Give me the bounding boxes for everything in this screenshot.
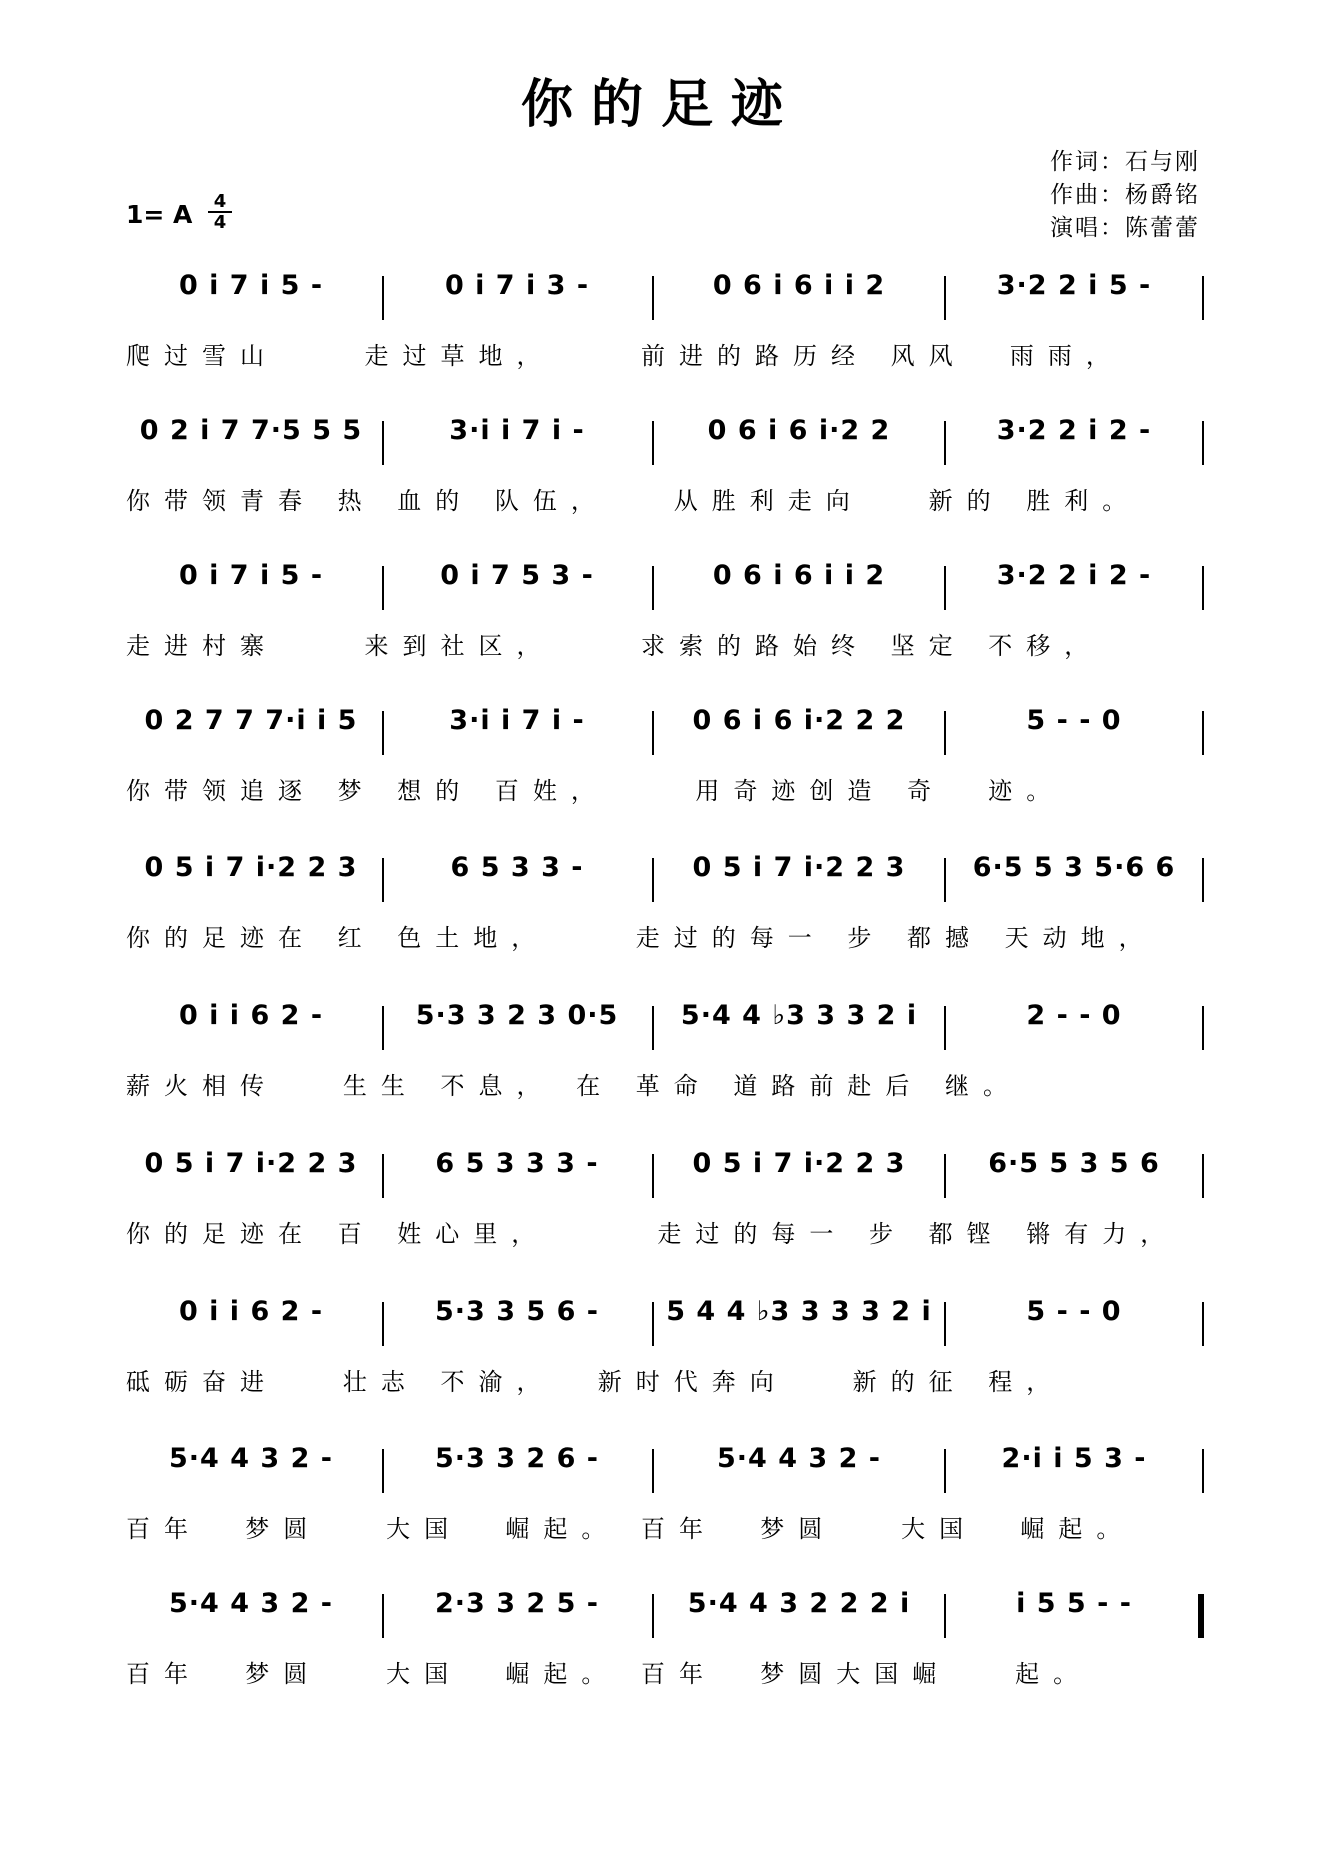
composer: 作曲：杨爵铭 <box>1050 182 1200 208</box>
measure: 2 - - 0 <box>1026 1000 1122 1031</box>
score-staff <box>126 560 1206 620</box>
measure: 0 2 i 7 7·5 5 5 <box>139 415 363 446</box>
barline <box>944 1154 946 1198</box>
score-system <box>126 1588 1206 1708</box>
barline <box>1202 1154 1204 1198</box>
score-system <box>126 1296 1206 1416</box>
song-title: 你的足迹 <box>520 74 801 135</box>
lyrics-line: 你的足迹在 百 姓心里， 走过的每一 步 都铿 锵有力， <box>126 1220 1179 1248</box>
measure: 5 - - 0 <box>1026 1296 1122 1327</box>
barline <box>944 566 946 610</box>
measure: 6·5 5 3 5 6 <box>988 1148 1160 1179</box>
score-staff <box>126 705 1206 765</box>
lyricist: 作词：石与刚 <box>1050 149 1200 175</box>
barline <box>1202 1006 1204 1050</box>
barline <box>382 1154 384 1198</box>
measure: 2·3 3 2 5 - <box>435 1588 599 1619</box>
time-signature <box>208 193 232 231</box>
lyrics-line: 走进村寨 来到社区， 求索的路始终 坚定 不移， <box>126 632 1103 660</box>
lyrics-line: 你带领青春 热 血的 队伍， 从胜利走向 新的 胜利。 <box>126 487 1141 515</box>
barline <box>944 711 946 755</box>
score-system <box>126 270 1206 390</box>
measure: 5·4 4 3 2 2 2 i <box>687 1588 911 1619</box>
measure: 3·2 2 i 5 - <box>996 270 1152 301</box>
barline <box>1202 421 1204 465</box>
measure: 5 4 4 ♭3 3 3 3 2 i <box>666 1296 932 1327</box>
score-staff <box>126 1296 1206 1356</box>
measure: 5·4 4 ♭3 3 3 2 i <box>680 1000 918 1031</box>
lyrics-line: 爬过雪山 走过草地， 前进的路历经 风风 雨雨， <box>126 342 1124 370</box>
measure: 5 - - 0 <box>1026 705 1122 736</box>
measure: 5·3 3 2 3 0·5 <box>415 1000 619 1031</box>
measure: 5·4 4 3 2 - <box>169 1588 333 1619</box>
measure: 5·4 4 3 2 - <box>717 1443 881 1474</box>
measure: 0 6 i 6 i·2 2 2 <box>692 705 906 736</box>
measure: 0 i 7 i 5 - <box>178 560 324 591</box>
score-staff <box>126 270 1206 330</box>
time-signature-top: 4 <box>213 191 227 212</box>
barline <box>1202 1449 1204 1493</box>
score-system <box>126 415 1206 535</box>
barline <box>1202 858 1204 902</box>
measure: 0 6 i 6 i·2 2 <box>707 415 891 446</box>
lyrics-line: 砥砺奋进 壮志 不渝， 新时代奔向 新的征 程， <box>126 1368 1065 1396</box>
measure: 6 5 3 3 3 - <box>435 1148 599 1179</box>
barline <box>652 566 654 610</box>
measure: 5·3 3 5 6 - <box>435 1296 599 1327</box>
measure: i 5 5 - - <box>1016 1588 1132 1619</box>
measure: 5·3 3 2 6 - <box>435 1443 599 1474</box>
barline <box>944 421 946 465</box>
measure: 0 5 i 7 i·2 2 3 <box>692 852 906 883</box>
score-staff <box>126 415 1206 475</box>
barline <box>944 276 946 320</box>
lyrics-line: 百年 梦圆 大国 崛起。 百年 梦圆 大国 崛起。 <box>126 1515 1135 1543</box>
barline <box>652 276 654 320</box>
score-system <box>126 1148 1206 1268</box>
barline <box>1202 566 1204 610</box>
measure: 3·i i 7 i - <box>449 705 585 736</box>
measure: 0 i 7 i 5 - <box>178 270 324 301</box>
measure: 0 2 7 7 7·i i 5 <box>144 705 358 736</box>
measure: 0 i 7 i 3 - <box>444 270 590 301</box>
barline <box>652 1449 654 1493</box>
measure: 0 5 i 7 i·2 2 3 <box>144 1148 358 1179</box>
barline <box>652 1154 654 1198</box>
measure: 6 5 3 3 - <box>450 852 584 883</box>
barline <box>652 1302 654 1346</box>
barline <box>382 1006 384 1050</box>
barline <box>382 711 384 755</box>
barline <box>652 1006 654 1050</box>
singer: 演唱：陈蕾蕾 <box>1050 215 1200 241</box>
score-staff <box>126 852 1206 912</box>
score-staff <box>126 1148 1206 1208</box>
barline <box>652 1594 654 1638</box>
measure: 0 5 i 7 i·2 2 3 <box>144 852 358 883</box>
barline <box>1202 276 1204 320</box>
barline <box>944 858 946 902</box>
barline <box>382 421 384 465</box>
barline <box>652 711 654 755</box>
lyrics-line: 薪火相传 生生 不息， 在 革命 道路前赴后 继。 <box>126 1072 1022 1100</box>
lyrics-line: 你带领追逐 梦 想的 百姓， 用奇迹创造 奇 迹。 <box>126 777 1065 805</box>
barline <box>382 1302 384 1346</box>
measure: 5·4 4 3 2 - <box>169 1443 333 1474</box>
time-signature-bottom: 4 <box>213 212 227 233</box>
barline <box>944 1006 946 1050</box>
final-barline <box>1198 1594 1204 1638</box>
score-system <box>126 705 1206 825</box>
score-system <box>126 1443 1206 1563</box>
lyrics-line: 你的足迹在 红 色土地， 走过的每一 步 都撼 天动地， <box>126 924 1157 952</box>
barline <box>382 566 384 610</box>
barline <box>382 276 384 320</box>
lyrics-line: 百年 梦圆 大国 崛起。 百年 梦圆大国崛 起。 <box>126 1660 1092 1688</box>
measure: 0 i 7 5 3 - <box>440 560 594 591</box>
measure: 0 6 i 6 i i 2 <box>712 560 886 591</box>
measure: 3·i i 7 i - <box>449 415 585 446</box>
measure: 0 5 i 7 i·2 2 3 <box>692 1148 906 1179</box>
barline <box>1202 711 1204 755</box>
measure: 2·i i 5 3 - <box>1001 1443 1147 1474</box>
key-signature: 1= A <box>126 200 193 229</box>
score-staff <box>126 1588 1206 1648</box>
barline <box>382 1594 384 1638</box>
score-system <box>126 560 1206 680</box>
credits <box>1050 146 1200 245</box>
barline <box>944 1449 946 1493</box>
barline <box>382 858 384 902</box>
score-staff <box>126 1000 1206 1060</box>
measure: 3·2 2 i 2 - <box>996 415 1152 446</box>
barline <box>382 1449 384 1493</box>
barline <box>944 1302 946 1346</box>
barline <box>944 1594 946 1638</box>
score-system <box>126 1000 1206 1120</box>
measure: 0 6 i 6 i i 2 <box>712 270 886 301</box>
barline <box>1202 1302 1204 1346</box>
barline <box>652 858 654 902</box>
measure: 3·2 2 i 2 - <box>996 560 1152 591</box>
barline <box>652 421 654 465</box>
score-system <box>126 852 1206 972</box>
measure: 6·5 5 3 5·6 6 <box>972 852 1176 883</box>
measure: 0 i i 6 2 - <box>178 1000 324 1031</box>
score-staff <box>126 1443 1206 1503</box>
measure: 0 i i 6 2 - <box>178 1296 324 1327</box>
